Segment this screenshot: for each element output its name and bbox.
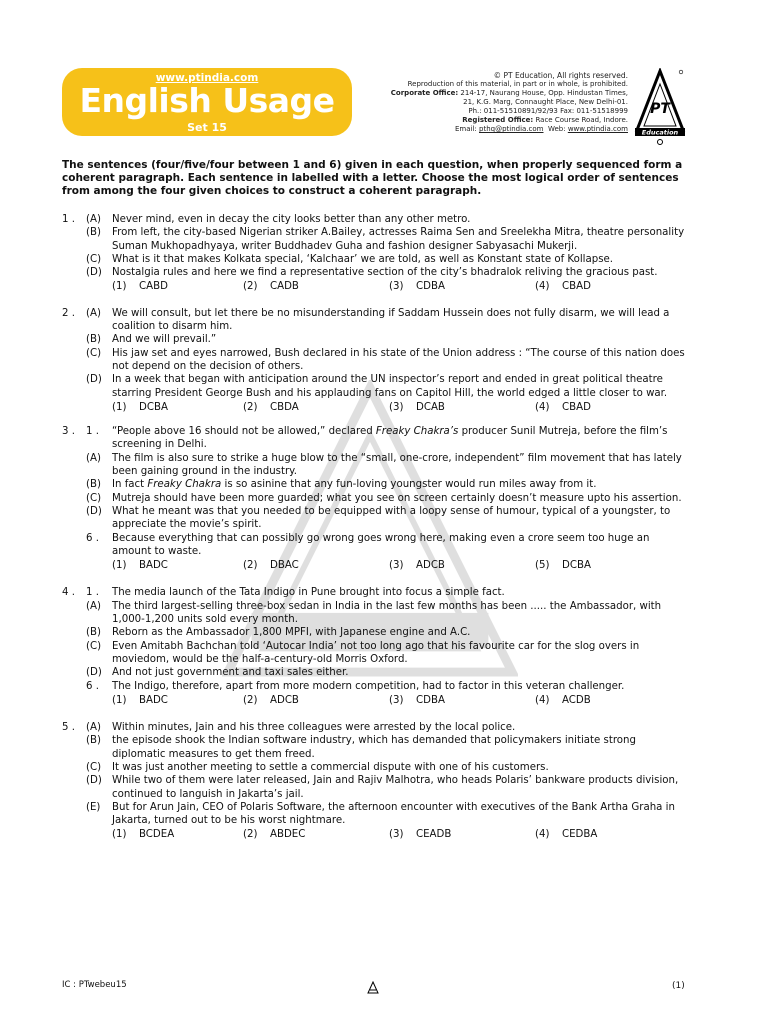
answer-option-2[interactable]: (2) DBAC bbox=[243, 560, 299, 572]
sentence: In a week that began with anticipation around the UN inspector’s report and ended in great political theatre starring President George Bush and his applauding fans on Capitol Hill, the world edged a little closer to war. bbox=[112, 374, 668, 399]
page-number: (1) bbox=[672, 981, 685, 991]
registered-office-line: Registered Office: Race Course Road, Indore. bbox=[462, 116, 628, 124]
answer-option-1[interactable]: (1) BCDEA bbox=[112, 829, 175, 841]
question-1: 1 . (A) Never mind, even in decay the city looks better than any other metro. (B) From left, the city-based Nigerian striker A.Bailey, actresses Raima Sen and Sreelekha Mitra, theatre personality Suman Mukhopadhyaya, writer Buddhadev Guha and fashion designer Sabyasachi Mukerji. (C) What is it that makes Kolkata special, ‘Kalchaar’ we are told, as well as Konstant state of Kollapse. (D) Nostalgia rules and here we find a representative section of the city’s bhadralok reliving the gracious past. (1) CABD (2) CADB (3) CDBA (4) CBAD bbox=[62, 213, 690, 294]
title-badge bbox=[62, 68, 352, 136]
corporate-office-line1: Corporate Office: 214-17, Naurang House, Opp. Hindustan Times, bbox=[390, 89, 628, 97]
logo-caption: Education bbox=[641, 128, 679, 137]
answer-option-2[interactable]: (2) CADB bbox=[243, 281, 299, 293]
registered-office-label: Registered Office: bbox=[462, 116, 534, 124]
sentence: But for Arun Jain, CEO of Polaris Software, the afternoon encounter with executives of the Bank Artha Graha in Jakarta, turned out to be his worst nightmare. bbox=[112, 801, 675, 827]
phone-line: Ph.: 011-51510891/92/93 Fax: 011-51518999 bbox=[468, 107, 628, 115]
answer-option-3[interactable]: (3) DCAB bbox=[389, 401, 445, 413]
answer-options bbox=[112, 280, 690, 293]
sentence: the episode shook the Indian software industry, which has demanded that policymakers initiate strong diplomatic measures to get them freed. bbox=[112, 735, 636, 760]
web-link[interactable]: www.ptindia.com bbox=[567, 125, 628, 133]
sentence: In fact Freaky Chakra is so asinine that any fun-loving youngster would run miles away from it. bbox=[112, 479, 597, 491]
copyright-line: © PT Education, All rights reserved. bbox=[493, 71, 628, 80]
sentence: And we will prevail.” bbox=[112, 334, 217, 346]
sentence: While two of them were later released, Jain and Rajiv Malhotra, who heads Polaris’ bankware products division, continued to languish in Jakarta’s jail. bbox=[112, 775, 679, 800]
answer-option-4[interactable]: (4) ACDB bbox=[535, 694, 591, 706]
sentence: “People above 16 should not be allowed,” declared Freaky Chakra’s producer Sunil Mutreja, before the film’s screening in Delhi. bbox=[112, 426, 668, 451]
footer-logo-icon bbox=[367, 981, 379, 995]
pt-education-logo bbox=[634, 68, 686, 148]
sentence: From left, the city-based Nigerian striker A.Bailey, actresses Raima Sen and Sreelekha Mitra, theatre personality Suman Mukhopadhyaya, writer Buddhadev Guha and fashion designer Sabyasachi Mukerji. bbox=[112, 227, 685, 252]
sentence: It was just another meeting to settle a commercial dispute with one of his customers. bbox=[112, 761, 549, 773]
question-number: 5 . bbox=[62, 722, 75, 734]
set-label: Set 15 bbox=[187, 121, 227, 134]
answer-option-5[interactable]: (5) DCBA bbox=[535, 560, 591, 572]
question-number: 4 . bbox=[62, 587, 75, 599]
sentence: Reborn as the Ambassador 1,800 MPFI, with Japanese engine and A.C. bbox=[112, 627, 471, 639]
answer-option-3[interactable]: (3) CDBA bbox=[389, 694, 445, 706]
sentence: Even Amitabh Bachchan told ‘Autocar India’ not too long ago that his favourite car for the slog overs in moviedom, would be the half-a-century-old Morris Oxford. bbox=[112, 640, 640, 665]
sentence: What he meant was that you needed to be equipped with a loopy sense of humour, typical of a youngster, to appreciate the movie’s spirit. bbox=[112, 505, 671, 531]
sentence: Within minutes, Jain and his three colleagues were arrested by the local police. bbox=[112, 722, 516, 734]
sentence: Because everything that can possibly go wrong goes wrong here, making even a crore seem too huge an amount to waste. bbox=[112, 532, 650, 557]
logo-text: PT bbox=[650, 101, 670, 117]
answer-option-2[interactable]: (2) ADCB bbox=[243, 694, 299, 706]
question-number: 2 . bbox=[62, 307, 75, 319]
answer-options bbox=[112, 828, 690, 841]
question-number: 3 . bbox=[62, 426, 75, 438]
answer-option-4[interactable]: (4) CBAD bbox=[535, 281, 591, 293]
badge-url[interactable]: www.ptindia.com bbox=[155, 72, 259, 84]
contact-line: Email: pthq@ptindia.com Web: www.ptindia.com bbox=[454, 125, 628, 133]
sentence: Never mind, even in decay the city looks better than any other metro. bbox=[112, 214, 471, 225]
answer-option-1[interactable]: (1) BADC bbox=[112, 560, 168, 572]
sentence: The film is also sure to strike a huge blow to the “small, one-crore, independent” film movement that has lately been gaining ground in the industry. bbox=[112, 452, 682, 478]
corporate-office-line2: 21, K.G. Marg, Connaught Place, New Delhi-01. bbox=[463, 98, 628, 106]
answer-option-4[interactable]: (4) CEDBA bbox=[535, 829, 598, 841]
answer-options bbox=[112, 694, 690, 707]
answer-option-4[interactable]: (4) CBAD bbox=[535, 401, 591, 413]
corporate-office-label: Corporate Office: bbox=[390, 89, 459, 97]
question-number: 1 . bbox=[62, 214, 75, 225]
email-link[interactable]: pthq@ptindia.com bbox=[479, 125, 544, 133]
footer-code: IC : PTwebeu15 bbox=[62, 980, 127, 990]
answer-option-1[interactable]: (1) CABD bbox=[112, 281, 168, 293]
sentence: His jaw set and eyes narrowed, Bush declared in his state of the Union address : “The course of this nation does not depend on the decision of others. bbox=[112, 347, 685, 372]
question-list bbox=[62, 213, 690, 855]
sentence: The third largest-selling three-box sedan in India in the last few months has been ..... the Ambassador, with 1,000-1,200 units sold every month. bbox=[112, 600, 662, 626]
answer-option-3[interactable]: (3) CDBA bbox=[389, 281, 445, 293]
sentence: The Indigo, therefore, apart from more modern competition, had to factor in this veteran challenger. bbox=[112, 680, 625, 692]
sentence: And not just government and taxi sales either. bbox=[112, 667, 349, 679]
answer-options bbox=[112, 401, 690, 414]
answer-option-2[interactable]: (2) CBDA bbox=[243, 401, 299, 413]
answer-option-2[interactable]: (2) ABDEC bbox=[243, 829, 306, 841]
answer-option-1[interactable]: (1) BADC bbox=[112, 694, 168, 706]
page-title: English Usage bbox=[79, 81, 335, 120]
answer-option-3[interactable]: (3) ADCB bbox=[389, 560, 445, 572]
reproduction-notice: Reproduction of this material, in part or in whole, is prohibited. bbox=[407, 80, 628, 88]
question-5: 5 . (A) Within minutes, Jain and his three colleagues were arrested by the local police. (B) the episode shook the Indian software industry, which has demanded that policymakers initiate strong diplomatic measures to get them freed. (C) It was just another meeting to settle a commercial dispute with one of his customers. (D) While two of them were later released, Jain and Rajiv Malhotra, who heads Polaris’ bankware products division, continued to languish in Jakarta’s jail. (E) But for Arun Jain, CEO of Polaris Software, the afternoon encounter with executives of the Bank Artha Graha in Jakarta, turned out to be his worst nightmare. (1) BCDEA (2) ABDEC (3) CEADB (4) CEDBA bbox=[62, 721, 690, 842]
instructions: The sentences (four/five/four between 1 and 6) given in each question, when properly sequenced form a coherent paragraph. Each sentence in labelled with a letter. Choose the most logical order of sentences from among the four given choices to construct a coherent paragraph. bbox=[62, 159, 683, 197]
question-2: 2 . (A) We will consult, but let there be no misunderstanding if Saddam Hussein does not fully disarm, we will lead a coalition to disarm him. (B) And we will prevail.” (C) His jaw set and eyes narrowed, Bush declared in his state of the Union address : “The course of this nation does not depend on the decision of others. (D) In a week that began with anticipation around the UN inspector’s report and ended in great political theatre starring President George Bush and his applauding fans on Capitol Hill, the world edged a little closer to war. (1) DCBA (2) CBDA (3) DCAB (4) CBAD bbox=[62, 307, 690, 414]
question-3: 3 . 1 . “People above 16 should not be allowed,” declared Freaky Chakra’s producer Sunil Mutreja, before the film’s screening in Delhi. (A) The film is also sure to strike a huge blow to the “small, one-crore, independent” film movement that has lately been gaining ground in the industry. (B) In fact Freaky Chakra is so asinine that any fun-loving youngster would run miles away from it. (C) Mutreja should have been more guarded; what you see on screen certainly doesn’t measure upto his assertion. (D) What he meant was that you needed to be equipped with a loopy sense of humour, typical of a youngster, to appreciate the movie’s spirit. 6 . Because everything that can possibly go wrong goes wrong here, making even a crore seem too huge an amount to waste. (1) BADC (2) DBAC (3) ADCB (5) DCBA bbox=[62, 425, 690, 572]
answer-option-3[interactable]: (3) CEADB bbox=[389, 829, 452, 841]
question-4: 4 . 1 . The media launch of the Tata Indigo in Pune brought into focus a simple fact. (A) The third largest-selling three-box sedan in India in the last few months has been ..... the Ambassador, with 1,000-1,200 units sold every month. (B) Reborn as the Ambassador 1,800 MPFI, with Japanese engine and A.C. (C) Even Amitabh Bachchan told ‘Autocar India’ not too long ago that his favourite car for the slog overs in moviedom, would be the half-a-century-old Morris Oxford. (D) And not just government and taxi sales either. 6 . The Indigo, therefore, apart from more modern competition, had to factor in this veteran challenger. (1) BADC (2) ADCB (3) CDBA (4) ACDB bbox=[62, 586, 690, 707]
sentence: We will consult, but let there be no misunderstanding if Saddam Hussein does not fully disarm, we will lead a coalition to disarm him. bbox=[112, 307, 670, 333]
sentence: Nostalgia rules and here we find a representative section of the city’s bhadralok reliving the gracious past. bbox=[112, 267, 658, 279]
sentence: Mutreja should have been more guarded; what you see on screen certainly doesn’t measure upto his assertion. bbox=[112, 492, 682, 504]
publisher-info bbox=[338, 71, 628, 134]
answer-option-1[interactable]: (1) DCBA bbox=[112, 401, 168, 413]
answer-options bbox=[112, 559, 690, 572]
sentence: The media launch of the Tata Indigo in Pune brought into focus a simple fact. bbox=[112, 587, 505, 599]
sentence: What is it that makes Kolkata special, ‘Kalchaar’ we are told, as well as Konstant state of Kollapse. bbox=[112, 253, 614, 265]
